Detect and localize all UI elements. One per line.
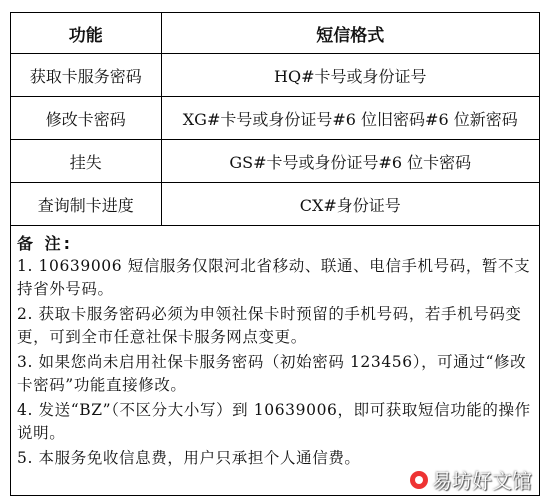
sms-service-table-frame: [10, 12, 540, 496]
note-item: 5. 本服务免收信息费，用户只承担个人通信费。: [17, 449, 361, 467]
note-item: 3. 如果您尚未启用社保卡服务密码（初始密码 123456），可通过“修改卡密码”功能直接修改。: [17, 353, 527, 394]
format-cell: CX#身份证号: [161, 183, 539, 226]
table-header-row: [11, 13, 539, 54]
note-item: 2. 获取卡服务密码必须为申领社保卡时预留的手机号码，若手机号码变更，可到全市任意社保卡服务网点变更。: [17, 305, 522, 346]
table-row: [11, 140, 539, 183]
table-row: [11, 54, 539, 97]
table-row: [11, 183, 539, 226]
table-row: [11, 97, 539, 140]
function-cell: 查询制卡进度: [11, 183, 161, 226]
function-cell: 挂失: [11, 140, 161, 183]
watermark-text: 易坊好文馆: [432, 469, 532, 493]
format-cell: XG#卡号或身份证号#6 位旧密码#6 位新密码: [161, 97, 539, 140]
function-cell: 修改卡密码: [11, 97, 161, 140]
watermark: [410, 465, 532, 494]
notes-section: [11, 226, 539, 470]
format-cell: HQ#卡号或身份证号: [161, 54, 539, 97]
note-item: 4. 发送“BZ”（不区分大小写）到 10639006，即可获取短信功能的操作说明。: [17, 401, 531, 442]
notes-title: 备 注:: [17, 234, 73, 253]
function-cell: 获取卡服务密码: [11, 54, 161, 97]
note-item: 1. 10639006 短信服务仅限河北省移动、联通、电信手机号码，暂不支持省外号码。: [17, 257, 531, 298]
sms-format-table: [11, 13, 539, 226]
header-sms-format: 短信格式: [161, 13, 539, 54]
logo-icon: [410, 471, 428, 489]
format-cell: GS#卡号或身份证号#6 位卡密码: [161, 140, 539, 183]
header-function: 功能: [11, 13, 161, 54]
